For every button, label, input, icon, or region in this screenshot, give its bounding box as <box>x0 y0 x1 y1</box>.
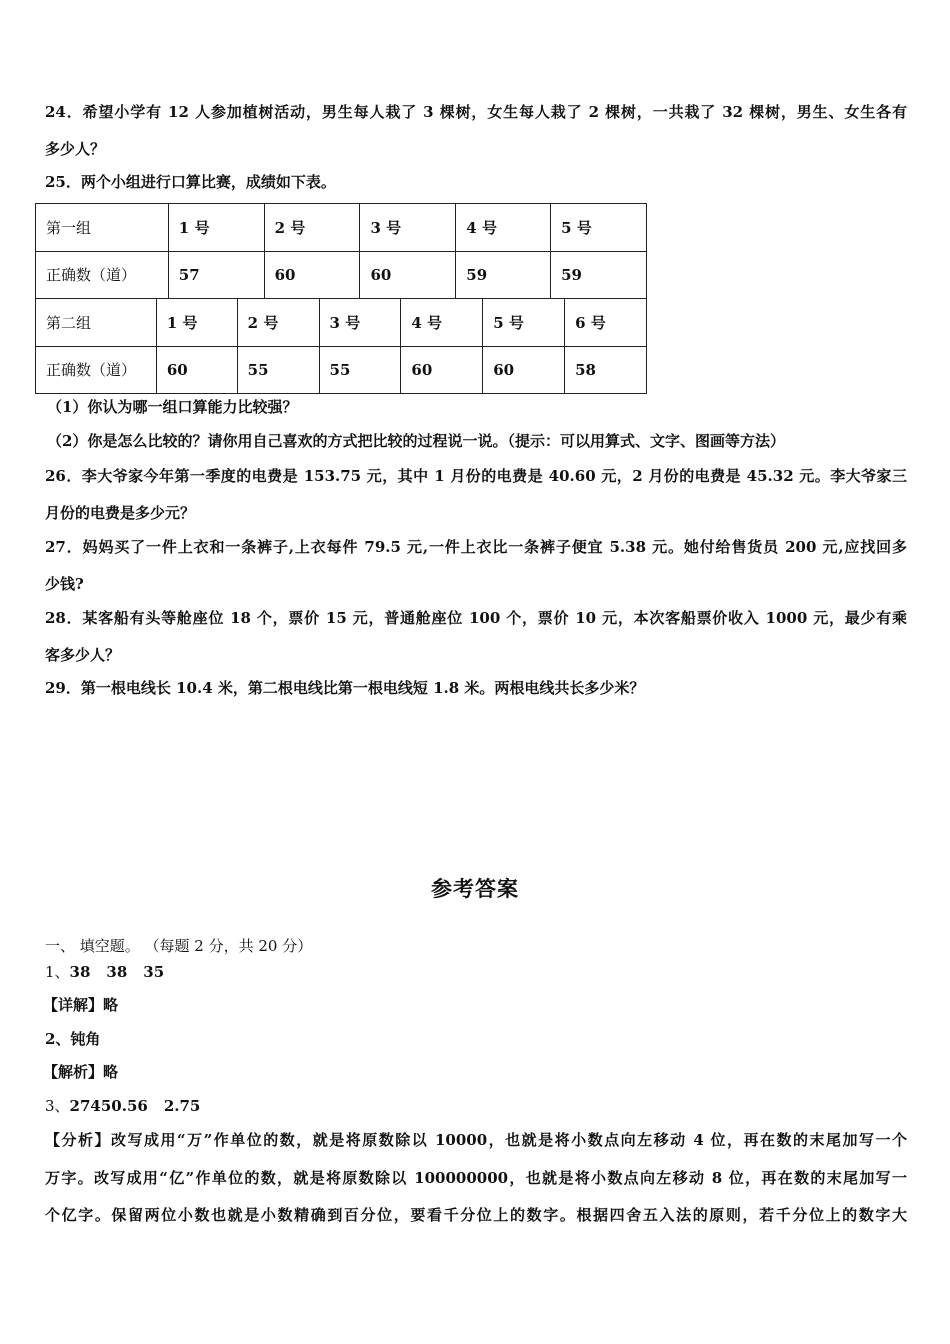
question-25-title: 25．两个小组进行口算比赛，成绩如下表。 <box>45 173 336 191</box>
group1-col-2: 2 号 <box>264 204 360 252</box>
question-25-sub-2: （2）你是怎么比较的？请你用自己喜欢的方式把比较的过程说一说。（提示：可以用算式、文字、图画等方法） <box>47 432 785 450</box>
group2-col-3: 3 号 <box>319 299 401 347</box>
group1-header-row <box>36 204 647 252</box>
group2-score-4: 60 <box>401 346 483 394</box>
group2-score-2: 55 <box>237 346 319 394</box>
group2-score-6: 58 <box>565 346 647 394</box>
group1-score-table <box>35 203 647 299</box>
group2-score-table <box>35 298 647 394</box>
question-26-line-1: 26．李大爷家今年第一季度的电费是 153.75 元，其中 1 月份的电费是 40.60 元，2 月份的电费是 45.32 元。李大爷家三 <box>45 467 907 485</box>
answers-heading: 参考答案 <box>431 877 519 901</box>
group1-col-5: 5 号 <box>551 204 647 252</box>
question-26-line-2: 月份的电费是多少元？ <box>45 504 196 522</box>
group2-score-1: 60 <box>156 346 237 394</box>
question-27-line-1: 27．妈妈买了一件上衣和一条裤子,上衣每件 79.5 元,一件上衣比一条裤子便宜 5.38 元。她付给售货员 200 元,应找回多 <box>45 538 907 556</box>
answer-3 <box>45 1096 200 1116</box>
group2-col-6: 6 号 <box>565 299 647 347</box>
group1-score-3: 60 <box>360 251 456 299</box>
question-27-line-2: 少钱? <box>45 575 84 593</box>
group2-score-3: 55 <box>319 346 401 394</box>
answer-1 <box>45 962 164 982</box>
answer-3-analysis-line-2: 万字。改写成用“亿”作单位的数，就是将原数除以 100000000，也就是将小数点向左移动 8 位，再在数的末尾加写一 <box>45 1169 907 1187</box>
answer-1-prefix: 1、 <box>45 963 70 981</box>
answer-1-value-1: 38 <box>69 963 91 981</box>
answer-3-value-1: 27450.56 <box>69 1097 148 1115</box>
answer-3-value-2: 2.75 <box>163 1097 201 1115</box>
answer-3-analysis-line-3: 个亿字。保留两位小数也就是小数精确到百分位，要看千分位上的数字。根据四舍五入法的原则，若千分位上的数字大 <box>45 1206 907 1224</box>
answer-3-analysis-line-1: 【分析】改写成用“万”作单位的数，就是将原数除以 10000，也就是将小数点向左移动 4 位，再在数的末尾加写一个 <box>45 1131 907 1149</box>
section-1-title: 一、 填空题。 （每题 2 分，共 20 分） <box>45 937 313 955</box>
answer-1-value-3: 35 <box>143 963 165 981</box>
group2-header-row <box>36 299 647 347</box>
group1-score-1: 57 <box>168 251 264 299</box>
group2-score-5: 60 <box>483 346 565 394</box>
answer-3-prefix: 3、 <box>45 1097 70 1115</box>
answer-2: 2、钝角 <box>45 1030 101 1048</box>
question-25-sub-1: （1）你认为哪一组口算能力比较强？ <box>47 398 298 416</box>
group1-score-2: 60 <box>264 251 360 299</box>
answer-1-note: 【详解】略 <box>43 996 119 1014</box>
group1-score-row <box>36 251 647 299</box>
group1-score-5: 59 <box>551 251 647 299</box>
group2-col-2: 2 号 <box>237 299 319 347</box>
question-28-line-2: 客多少人？ <box>45 646 121 664</box>
answer-2-note: 【解析】略 <box>43 1063 119 1081</box>
question-24-line-1: 24．希望小学有 12 人参加植树活动，男生每人栽了 3 棵树，女生每人栽了 2 棵树，一共栽了 32 棵树，男生、女生各有 <box>45 103 907 121</box>
question-28-line-1: 28．某客船有头等舱座位 18 个，票价 15 元，普通舱座位 100 个，票价 10 元，本次客船票价收入 1000 元，最少有乘 <box>45 609 907 627</box>
question-29-line-1: 29．第一根电线长 10.4 米，第二根电线比第一根电线短 1.8 米。两根电线共长多少米？ <box>45 679 645 697</box>
group2-score-row <box>36 346 647 394</box>
group2-col-1: 1 号 <box>156 299 237 347</box>
question-24-line-2: 多少人？ <box>45 140 106 158</box>
group1-col-3: 3 号 <box>360 204 456 252</box>
group2-col-5: 5 号 <box>483 299 565 347</box>
group2-label: 第二组 <box>36 299 157 347</box>
answer-1-value-2: 38 <box>106 963 128 981</box>
group1-row-label: 正确数（道） <box>36 251 169 299</box>
group1-col-1: 1 号 <box>168 204 264 252</box>
group1-label: 第一组 <box>36 204 169 252</box>
group1-score-4: 59 <box>456 251 551 299</box>
group1-col-4: 4 号 <box>456 204 551 252</box>
group2-col-4: 4 号 <box>401 299 483 347</box>
group2-row-label: 正确数（道） <box>36 346 157 394</box>
